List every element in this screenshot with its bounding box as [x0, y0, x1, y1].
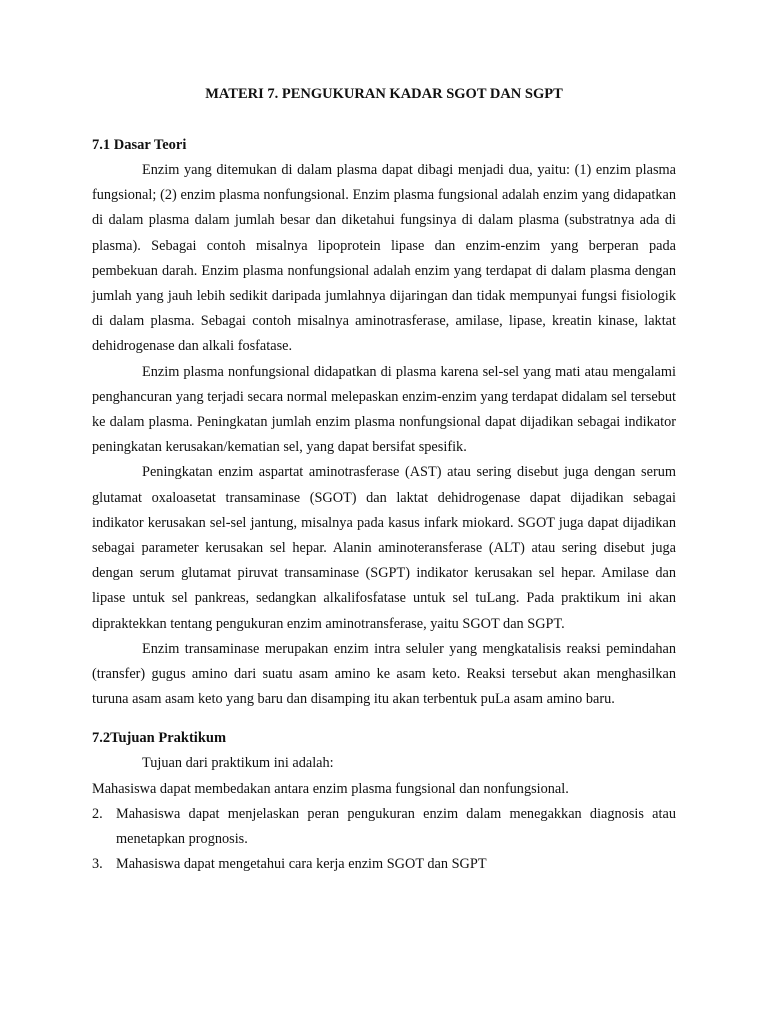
- section-dasar-teori: [92, 137, 676, 712]
- list-item-number: 3.: [92, 856, 103, 873]
- tujuan-list: [92, 802, 676, 878]
- paragraph: Enzim plasma nonfungsional didapatkan di plasma karena sel-sel yang mati atau mengalami penghancuran yang terjadi secara normal melepaskan enzim-enzim yang terdapat didalam sel tersebut ke dalam plasma. Peningkatan jumlah enzim plasma nonfungsional dapat dijadikan sebagai indikator peningkatan kerusakan/kematian sel, yang dapat bersifat spesifik.: [92, 363, 676, 456]
- tujuan-first-item: Mahasiswa dapat membedakan antara enzim plasma fungsional dan nonfungsional.: [92, 780, 569, 797]
- list-item-number: 2.: [92, 805, 103, 822]
- section-heading-tujuan: 7.2Tujuan Praktikum: [92, 730, 227, 747]
- paragraph: Enzim transaminase merupakan enzim intra seluler yang mengkatalisis reaksi pemindahan (transfer) gugus amino dari suatu asam amino ke asam keto. Reaksi tersebut akan menghasilkan turuna asam asam keto yang baru dan disamping itu akan terbentuk puLa asam amino baru.: [92, 640, 676, 708]
- document-title: MATERI 7. PENGUKURAN KADAR SGOT DAN SGPT: [205, 86, 563, 102]
- paragraph: Enzim yang ditemukan di dalam plasma dapat dibagi menjadi dua, yaitu: (1) enzim plasma fungsional; (2) enzim plasma nonfungsional. Enzim plasma fungsional adalah enzim yang didapatkan di dalam plasma dalam jumlah besar dan diketahui fungsinya di dalam plasma (substratnya ada di plasma). Sebagai contoh misalnya lipoprotein lipase dan enzim-enzim yang berperan pada pembekuan darah. Enzim plasma nonfungsional adalah enzim yang terdapat di dalam plasma dengan jumlah yang jauh lebih sedikit daripada jumlahnya dijaringan dan tidak mempunyai fungsi fisiologik di dalam plasma. Sebagai contoh misalnya aminotrasferase, amilase, lipase, kreatin kinase, laktat dehidrogenase dan alkali fosfatase.: [92, 162, 676, 355]
- tujuan-intro: Tujuan dari praktikum ini adalah:: [142, 755, 334, 772]
- paragraph: Peningkatan enzim aspartat aminotrasferase (AST) atau sering disebut juga dengan serum glutamat oxaloasetat transaminase (SGOT) dan laktat dehidrogenase dapat dijadikan sebagai indikator kerusakan sel-sel jantung, misalnya pada kasus infark miokard. SGOT juga dapat dijadikan sebagai parameter kerusakan sel hepar. Alanin aminoteransferase (ALT) atau sering disebut juga dengan serum glutamat piruvat transaminase (SGPT) indikator kerusakan sel hepar. Amilase dan lipase untuk sel pankreas, sedangkan alkalifosfatase untuk sel tuLang. Pada praktikum ini akan dipraktekkan tentang pengukuran enzim aminotransferase, yaitu SGOT dan SGPT.: [92, 464, 676, 632]
- section-heading-dasar-teori: 7.1 Dasar Teori: [92, 137, 187, 153]
- list-item-text: Mahasiswa dapat menjelaskan peran pengukuran enzim dalam menegakkan diagnosis atau menetapkan prognosis.: [116, 805, 676, 848]
- section-tujuan-praktikum: [92, 730, 676, 877]
- list-item: [92, 852, 676, 877]
- list-item-text: Mahasiswa dapat mengetahui cara kerja enzim SGOT dan SGPT: [116, 856, 487, 873]
- section-spacer: [92, 712, 676, 730]
- list-item: [92, 802, 676, 852]
